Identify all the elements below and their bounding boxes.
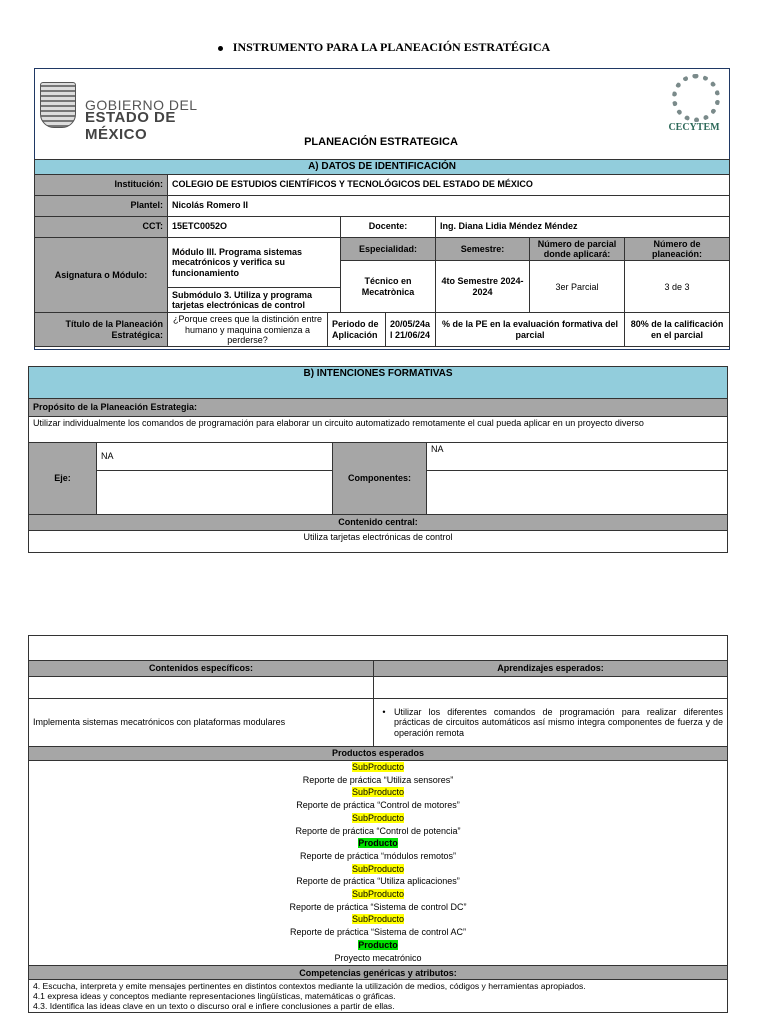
especialidad-label: Especialidad: — [341, 237, 436, 261]
cct-label: CCT: — [35, 216, 168, 237]
eje-empty — [97, 471, 333, 515]
producto-desc: Reporte de práctica “Control de motores” — [296, 800, 460, 811]
producto-tag-line — [33, 837, 723, 850]
pe-label: % de la PE en la evaluación formativa del parcial — [436, 313, 625, 347]
docente-label: Docente: — [341, 216, 436, 237]
proposito-label: Propósito de la Planeación Estrategia: — [29, 399, 728, 417]
producto-tag-line — [33, 913, 723, 926]
producto-desc: Proyecto mecatrónico — [334, 952, 422, 963]
cecytem-logo — [664, 74, 724, 136]
cecytem-seal-icon — [672, 74, 720, 122]
section-a-title: A) DATOS DE IDENTIFICACIÓN — [35, 160, 730, 175]
componentes-label: Componentes: — [333, 443, 427, 515]
num-plan-label: Número de planeación: — [625, 237, 730, 261]
aprendizajes-label: Aprendizajes esperados: — [374, 661, 728, 677]
plantel-label: Plantel: — [35, 195, 168, 216]
especificos-label: Contenidos específicos: — [29, 661, 374, 677]
competencia-item: 4.1 expresa ideas y conceptos mediante representaciones lingüísticas, matemáticas o gráficas. — [33, 991, 396, 1002]
producto-tag-line — [33, 786, 723, 799]
titulo-label: Título de la Planeación Estratégica: — [35, 313, 168, 347]
bullet-icon: • — [382, 706, 386, 717]
eje-label: Eje: — [29, 443, 97, 515]
producto-tag-line — [33, 863, 723, 876]
document-heading — [0, 40, 768, 55]
especialidad-value: Técnico en Mecatrònica — [341, 261, 436, 313]
producto-desc: Reporte de práctica “módulos remotos” — [299, 850, 457, 861]
contenidos-table — [28, 635, 728, 1013]
titulo-value: ¿Porque crees que la distinción entre humano y maquina comienza a perderse? — [168, 313, 328, 347]
subproducto-tag: SubProducto — [351, 889, 405, 900]
contenido-value: Utiliza tarjetas electrónicas de control — [29, 531, 728, 553]
proposito-value: Utilizar individualmente los comandos de programación para elaborar un circuito automatizado remotamente el cual pueda aplicar en un proyecto diverso — [29, 417, 728, 443]
blank-header-row — [29, 636, 728, 661]
plantel-value: Nicolás Romero II — [168, 195, 730, 216]
periodo-value: 20/05/24a l 21/06/24 — [386, 313, 436, 347]
cecytem-text: CECYTEM — [668, 122, 720, 133]
componentes-empty — [427, 471, 728, 515]
producto-desc: Reporte de práctica “Control de potencia” — [295, 825, 461, 836]
producto-tag: Producto — [358, 838, 398, 849]
semestre-value: 4to Semestre 2024-2024 — [436, 261, 530, 313]
aprendizaje-value: Utilizar los diferentes comandos de programación para realizar diferentes prácticas de circuitos automáticos así mismo integra componentes de fuerza y de operación remota — [394, 706, 723, 738]
aprendizajes-empty — [374, 677, 728, 699]
periodo-label: Periodo de Aplicación — [328, 313, 386, 347]
subproducto-tag: SubProducto — [351, 762, 405, 772]
section-b-title: B) INTENCIONES FORMATIVAS — [29, 367, 728, 399]
producto-desc: Reporte de práctica “Utiliza aplicaciones” — [296, 876, 460, 887]
competencias-label: Competencias genéricas y atributos: — [29, 966, 728, 980]
productos-list — [33, 761, 723, 964]
logo-line2: ESTADO DE MÉXICO — [85, 109, 176, 143]
productos-label: Productos esperados — [29, 747, 728, 761]
eje-value: NA — [97, 443, 333, 471]
pe-value: 80% de la calificación en el parcial — [625, 313, 730, 347]
bullet-icon — [218, 46, 223, 51]
subproducto-tag: SubProducto — [351, 787, 405, 798]
institucion-label: Institución: — [35, 174, 168, 195]
producto-tag: Producto — [358, 939, 398, 950]
intenciones-table — [28, 366, 728, 553]
especifico-value: Implementa sistemas mecatrónicos con plataformas modulares — [29, 699, 374, 747]
logo-line1: GOBIERNO DEL — [85, 97, 198, 113]
producto-desc: Reporte de práctica “Utiliza sensores” — [302, 774, 454, 785]
plan-title: PLANEACIÓN ESTRATEGICA — [304, 136, 458, 148]
competencia-item: 4.3. Identifica las ideas clave en un texto o discurso oral e infiere conclusiones a partir de ellas. — [33, 1001, 395, 1011]
docente-value: Ing. Diana Lidia Méndez Méndez — [436, 216, 730, 237]
producto-tag-line — [33, 939, 723, 952]
contenido-label: Contenido central: — [29, 515, 728, 531]
cct-value: 15ETC0052O — [168, 216, 341, 237]
producto-tag-line — [33, 761, 723, 774]
parcial-label: Número de parcial donde aplicará: — [530, 237, 625, 261]
institucion-value: COLEGIO DE ESTUDIOS CIENTÍFICOS Y TECNOLÓGICOS DEL ESTADO DE MÉXICO — [168, 174, 730, 195]
parcial-value: 3er Parcial — [530, 261, 625, 313]
especificos-empty — [29, 677, 374, 699]
componentes-value: NA — [427, 443, 728, 471]
aprendizaje-cell — [374, 699, 728, 747]
producto-desc: Reporte de práctica “Sistema de control AC” — [289, 927, 467, 938]
heading-text: INSTRUMENTO PARA LA PLANEACIÓN ESTRATÉGICA — [232, 40, 551, 54]
semestre-label: Semestre: — [436, 237, 530, 261]
productos-cell — [29, 761, 728, 966]
subproducto-tag: SubProducto — [351, 863, 405, 874]
num-plan-value: 3 de 3 — [625, 261, 730, 313]
state-shield-icon — [40, 82, 76, 128]
producto-desc: Reporte de práctica “Sistema de control DC” — [289, 901, 467, 912]
submodulo-value: Submódulo 3. Utiliza y programa tarjetas electrónicas de control — [168, 288, 341, 313]
asignatura-label: Asignatura o Módulo: — [35, 237, 168, 313]
gobierno-logo — [40, 82, 230, 143]
producto-tag-line — [33, 888, 723, 901]
producto-tag-line — [33, 812, 723, 825]
subproducto-tag: SubProducto — [351, 812, 405, 823]
identification-table — [34, 159, 730, 347]
competencia-item: 4. Escucha, interpreta y emite mensajes pertinentes en distintos contextos mediante la utilización de medios, códigos y herramientas apropiados. — [33, 981, 586, 992]
modulo-value: Módulo III. Programa sistemas mecatrónicos y verifica su funcionamiento — [168, 237, 341, 288]
subproducto-tag: SubProducto — [351, 914, 405, 925]
competencias-cell — [29, 980, 728, 1013]
